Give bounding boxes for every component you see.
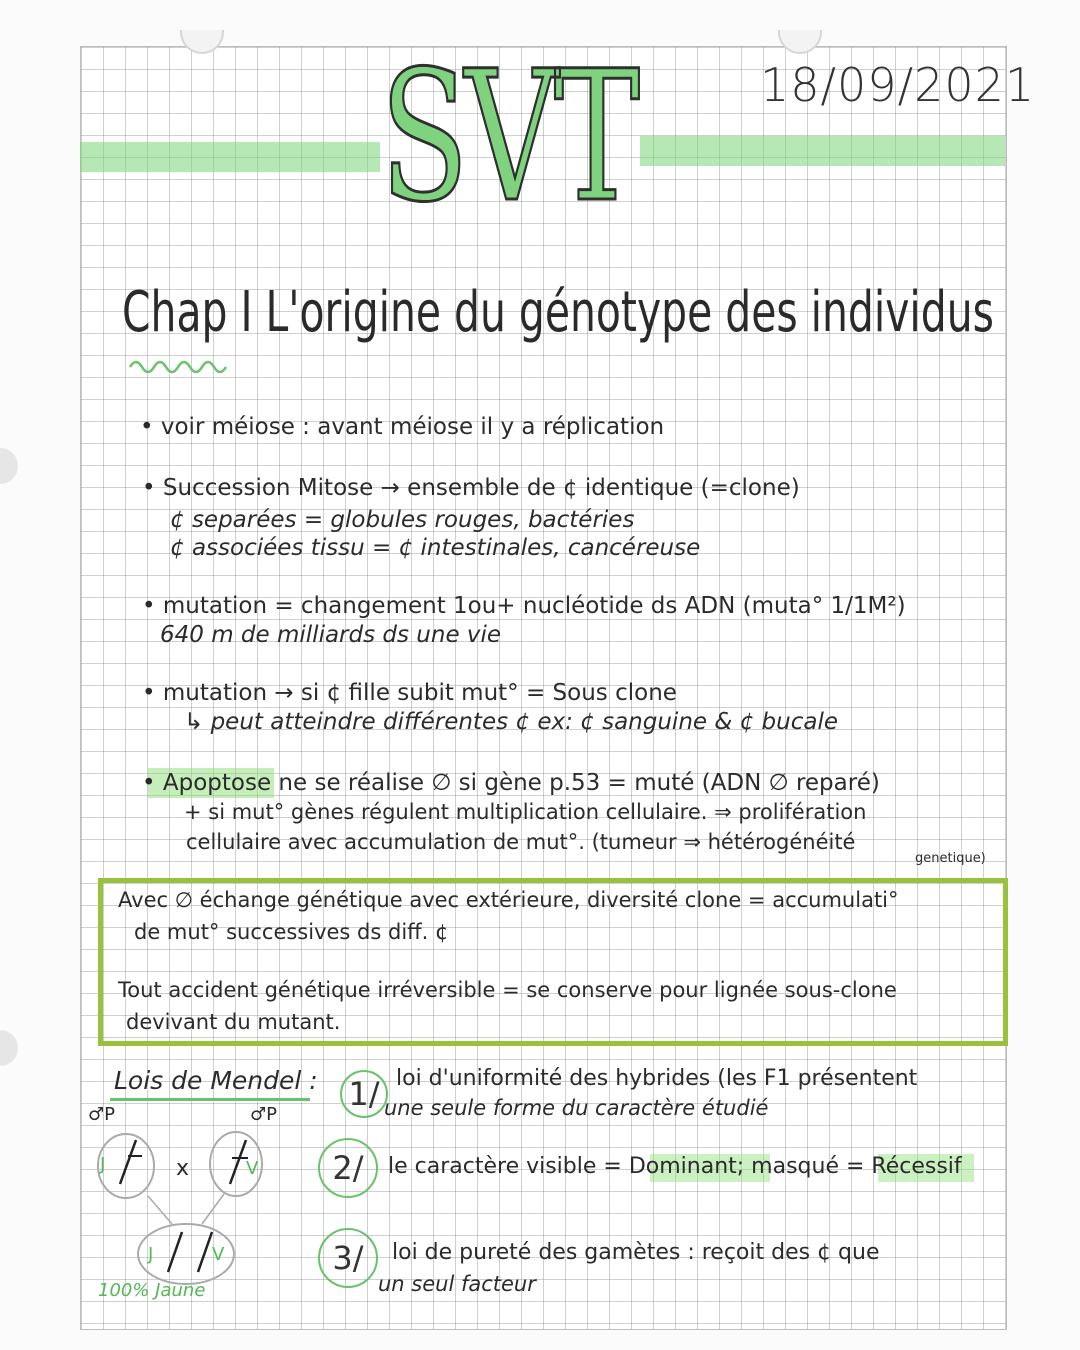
title-highlight-left (80, 142, 380, 172)
note-5-line-1: • Apoptose ne se réalise ∅ si gène p.53 = muté (ADN ∅ reparé) (142, 770, 880, 796)
mendel-heading: Lois de Mendel : (114, 1066, 318, 1095)
boxed-line-3: Tout accident génétique irréversible = se conserve pour lignée sous-clone (118, 978, 897, 1002)
note-2-line-2: ¢ separées = globules rouges, bactéries (170, 507, 635, 533)
parent-left-label: ♂P (88, 1104, 115, 1125)
child-gene-left-label: J (148, 1244, 154, 1265)
law-1-line-1: loi d'uniformité des hybrides (les F1 présentent (396, 1066, 918, 1091)
boxed-line-2: de mut° successives ds diff. ¢ (134, 920, 449, 944)
law-2-line-1: le caractère visible = Dominant; masqué = Récessif (388, 1154, 962, 1179)
note-5-line-4: genetique) (915, 851, 986, 866)
law-3-line-2: un seul facteur (378, 1272, 536, 1296)
squiggle-underline-icon (128, 355, 238, 377)
parent-right-label: ♂P (250, 1104, 277, 1125)
punch-hole-left-lower (0, 1030, 18, 1066)
boxed-line-4: devivant du mutant. (126, 1010, 341, 1034)
date-label: 18/09/2021 (760, 58, 1036, 112)
note-4-line-2: ↳ peut atteindre différentes ¢ ex: ¢ sanguine & ¢ bucale (184, 709, 839, 735)
note-4-line-1: • mutation → si ¢ fille subit mut° = Sous clone (142, 680, 677, 706)
note-5-line-3: cellulaire avec accumulation de mut°. (tumeur ⇒ hétérogénéité (186, 830, 856, 854)
note-3-line-2: 640 m de milliards ds une vie (160, 622, 502, 648)
mendel-cross-diagram (86, 1104, 296, 1304)
law-2-number: 2/ (332, 1149, 364, 1187)
title-highlight-right (640, 136, 1005, 166)
note-2-line-1: • Succession Mitose → ensemble de ¢ identique (=clone) (142, 475, 800, 501)
law-3-circle (318, 1228, 378, 1288)
note-2-line-3: ¢ associées tissu = ¢ intestinales, cancéreuse (170, 535, 701, 561)
punch-hole-left-upper (0, 448, 18, 484)
law-2-circle (318, 1138, 378, 1198)
result-label: 100% Jaune (98, 1280, 206, 1301)
note-1-line-1: • voir méiose : avant méiose il y a réplication (140, 414, 665, 440)
note-3-line-1: • mutation = changement 1ou+ nucléotide ds ADN (muta° 1/1M²) (142, 593, 906, 619)
law-1-line-2: une seule forme du caractère étudié (384, 1096, 769, 1120)
note-5-line-2: + si mut° gènes régulent multiplication cellulaire. ⇒ prolifération (184, 800, 867, 824)
law-3-line-1: loi de pureté des gamètes : reçoit des ¢ que (392, 1240, 880, 1265)
cross-symbol: x (176, 1156, 190, 1181)
gene-left-label: J (100, 1154, 106, 1175)
law-1-circle (340, 1070, 388, 1118)
page-title: SVT (380, 33, 636, 242)
chapter-title: Chap I L'origine du génotype des individus (122, 280, 994, 345)
boxed-line-1: Avec ∅ échange génétique avec extérieure, diversité clone = accumulati° (118, 888, 899, 912)
law-3-number: 3/ (332, 1239, 364, 1277)
gene-right-label: V (246, 1158, 259, 1179)
law-1-number: 1/ (348, 1075, 380, 1113)
mendel-heading-underline (110, 1098, 310, 1101)
child-gene-right-label: V (212, 1244, 225, 1265)
cross-sketch-icon (86, 1104, 296, 1304)
